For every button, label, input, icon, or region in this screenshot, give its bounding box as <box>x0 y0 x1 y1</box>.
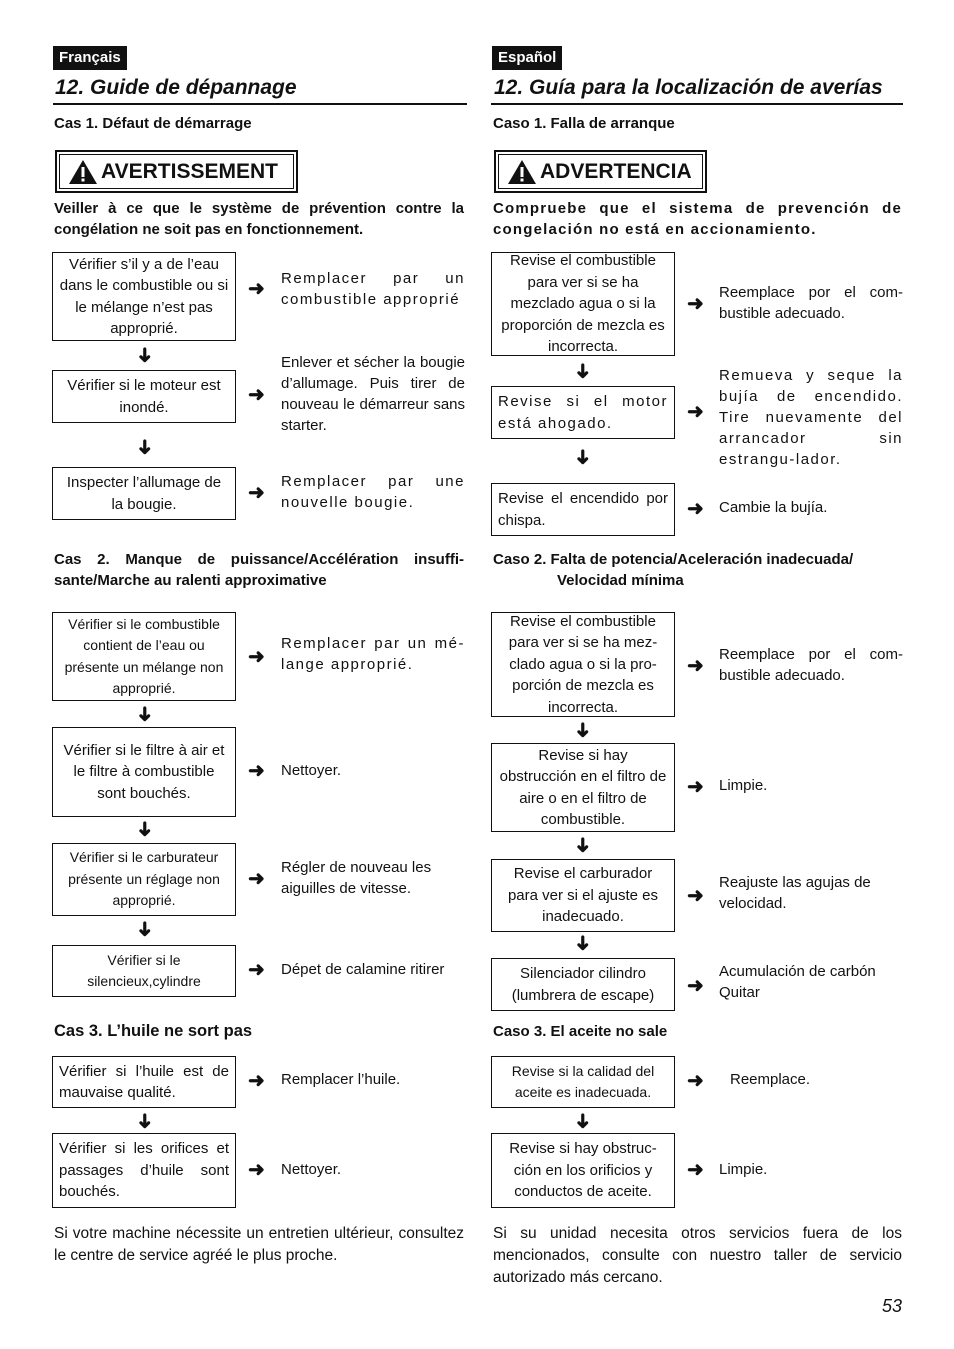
right-arrow-icon: ➜ <box>687 498 704 520</box>
fr-c3-check-1: Vérifier si l’huile est de mauvaise qualité. <box>52 1056 236 1108</box>
warning-triangle-icon <box>68 159 98 185</box>
es-c2-check-2: Revise si hay obstrucción en el filtro de aire o en el filtro de combustible. <box>491 743 675 832</box>
case1-intro-spanish: Compruebe que el sistema de prevención de congelación no está en accionamiento. <box>493 200 902 238</box>
right-arrow-icon: ➜ <box>248 646 265 668</box>
fr-c1-check-3: Inspecter l’allumage de la bougie. <box>52 467 236 520</box>
right-arrow-icon: ➜ <box>687 655 704 677</box>
section-title-spanish: 12. Guía para la localización de averías <box>494 76 883 99</box>
es-c3-action-1: Reemplace. <box>730 1071 811 1088</box>
right-arrow-icon: ➜ <box>687 776 704 798</box>
fr-c2-check-3: Vérifier si le carburateur présente un réglage non approprié. <box>52 843 236 916</box>
es-c1-check-1: Revise el combustible para ver si se ha mezclado agua o si la proporción de mezcla es incorrecta. <box>491 252 675 356</box>
es-c3-check-1: Revise si la calidad del aceite es inadecuada. <box>491 1056 675 1108</box>
es-c2-action-3: Reajuste las agujas de velocidad. <box>719 874 871 912</box>
es-c2-action-2: Limpie. <box>719 777 768 794</box>
fr-c1-action-2: Enlever et sécher la bougie d’allumage. Puis tirer de nouveau le démarreur sans starter. <box>281 354 465 434</box>
right-arrow-icon: ➜ <box>248 959 265 981</box>
right-arrow-icon: ➜ <box>248 278 265 300</box>
case1-heading-french: Cas 1. Défaut de démarrage <box>54 115 252 132</box>
right-arrow-icon: ➜ <box>248 1159 265 1181</box>
down-arrow-icon: ➜ <box>132 705 155 723</box>
fr-c2-check-4: Vérifier si le silencieux,cylindre <box>52 945 236 997</box>
fr-c2-check-2: Vérifier si le filtre à air et le filtre à combustible sont bouchés. <box>52 727 236 817</box>
fr-c2-action-2: Nettoyer. <box>281 762 342 779</box>
down-arrow-icon: ➜ <box>132 1112 155 1130</box>
es-c1-action-2: Remueva y seque la bujía de encendido. Tire nuevamente del arrancador sin estrangu-lador. <box>719 367 903 468</box>
right-arrow-icon: ➜ <box>687 401 704 423</box>
right-arrow-icon: ➜ <box>248 482 265 504</box>
down-arrow-icon: ➜ <box>570 362 593 380</box>
es-c2-action-4: Acumulación de carbón Quitar <box>719 963 876 1001</box>
es-c2-check-4: Silenciador cilindro (lumbrera de escape) <box>491 958 675 1011</box>
down-arrow-icon: ➜ <box>570 1112 593 1130</box>
section-title-french: 12. Guide de dépannage <box>55 76 297 99</box>
footer-note-spanish: Si su unidad necesita otros servicios fuera de los mencionados, consulte con nuestro taller de servicio autorizado más cercano. <box>493 1225 902 1286</box>
fr-c1-check-1: Vérifier s’il y a de l’eau dans le combustible ou si le mélange n’est pas approprié. <box>52 252 236 341</box>
warning-box-french <box>55 150 298 193</box>
fr-c3-check-2: Vérifier si les orifices et passages d’huile sont bouchés. <box>52 1133 236 1208</box>
fr-c2-check-1: Vérifier si le combustible contient de l’eau ou présente un mélange non approprié. <box>52 612 236 701</box>
case1-intro-french: Veiller à ce que le système de prévention contre la congélation ne soit pas en fonctionnement. <box>54 200 464 238</box>
down-arrow-icon: ➜ <box>570 448 593 466</box>
down-arrow-icon: ➜ <box>132 820 155 838</box>
case2-heading-spanish: Caso 2. Falta de potencia/Aceleración inadecuada/ <box>493 551 854 568</box>
page-number: 53 <box>882 1296 903 1316</box>
fr-c1-action-1: Remplacer par un combustible approprié <box>281 270 465 308</box>
fr-c3-action-2: Nettoyer. <box>281 1161 342 1178</box>
es-c2-action-1: Reemplace por el com-bustible adecuado. <box>719 646 903 684</box>
down-arrow-icon: ➜ <box>132 346 155 364</box>
fr-c1-check-2: Vérifier si le moteur est inondé. <box>52 370 236 423</box>
es-c2-check-1: Revise el combustible para ver si se ha mez-clado agua o si la pro-porción de mezcla es incorrecta. <box>491 612 675 717</box>
es-c1-action-1: Reemplace por el com-bustible adecuado. <box>719 284 903 322</box>
fr-c2-action-1: Remplacer par un mé-lange approprié. <box>281 635 465 673</box>
down-arrow-icon: ➜ <box>570 721 593 739</box>
case3-heading-french: Cas 3. L’huile ne sort pas <box>54 1022 253 1040</box>
warning-triangle-icon <box>507 159 537 185</box>
es-c2-check-3: Revise el carburador para ver si el ajuste es inadecuado. <box>491 859 675 932</box>
es-c1-check-2: Revise si el motor está ahogado. <box>491 386 675 439</box>
right-arrow-icon: ➜ <box>248 1070 265 1092</box>
right-arrow-icon: ➜ <box>687 975 704 997</box>
es-c1-action-3: Cambie la bujía. <box>719 499 828 516</box>
title-rule-french <box>53 103 467 105</box>
right-arrow-icon: ➜ <box>248 384 265 406</box>
case2-heading-spanish-line2: Velocidad mínima <box>557 572 684 589</box>
language-tag-spanish: Español <box>492 46 562 70</box>
case2-heading-french: Cas 2. Manque de puissance/Accélération insuffi-sante/Marche au ralenti approximative <box>54 551 464 589</box>
fr-c1-action-3: Remplacer par une nouvelle bougie. <box>281 473 465 511</box>
down-arrow-icon: ➜ <box>132 920 155 938</box>
right-arrow-icon: ➜ <box>687 1070 704 1092</box>
footer-note-french: Si votre machine nécessite un entretien ultérieur, consultez le centre de service agréé le plus proche. <box>54 1225 464 1264</box>
es-c3-action-2: Limpie. <box>719 1161 768 1178</box>
fr-c2-action-3: Régler de nouveau les aiguilles de vitesse. <box>281 859 432 897</box>
right-arrow-icon: ➜ <box>687 1159 704 1181</box>
warning-box-spanish <box>494 150 707 193</box>
warning-label-spanish: ADVERTENCIA <box>540 159 692 183</box>
language-tag-french: Français <box>53 46 127 70</box>
warning-label-french: AVERTISSEMENT <box>101 159 278 183</box>
right-arrow-icon: ➜ <box>687 293 704 315</box>
down-arrow-icon: ➜ <box>570 836 593 854</box>
right-arrow-icon: ➜ <box>687 885 704 907</box>
right-arrow-icon: ➜ <box>248 868 265 890</box>
case1-heading-spanish: Caso 1. Falla de arranque <box>493 115 675 132</box>
down-arrow-icon: ➜ <box>570 934 593 952</box>
es-c1-check-3: Revise el encendido por chispa. <box>491 483 675 536</box>
title-rule-spanish <box>491 103 903 105</box>
case3-heading-spanish: Caso 3. El aceite no sale <box>493 1023 668 1040</box>
fr-c2-action-4: Dépet de calamine ritirer <box>281 961 445 978</box>
right-arrow-icon: ➜ <box>248 760 265 782</box>
down-arrow-icon: ➜ <box>132 438 155 456</box>
fr-c3-action-1: Remplacer l’huile. <box>281 1071 401 1088</box>
es-c3-check-2: Revise si hay obstruc-ción en los orificios y conductos de aceite. <box>491 1133 675 1208</box>
